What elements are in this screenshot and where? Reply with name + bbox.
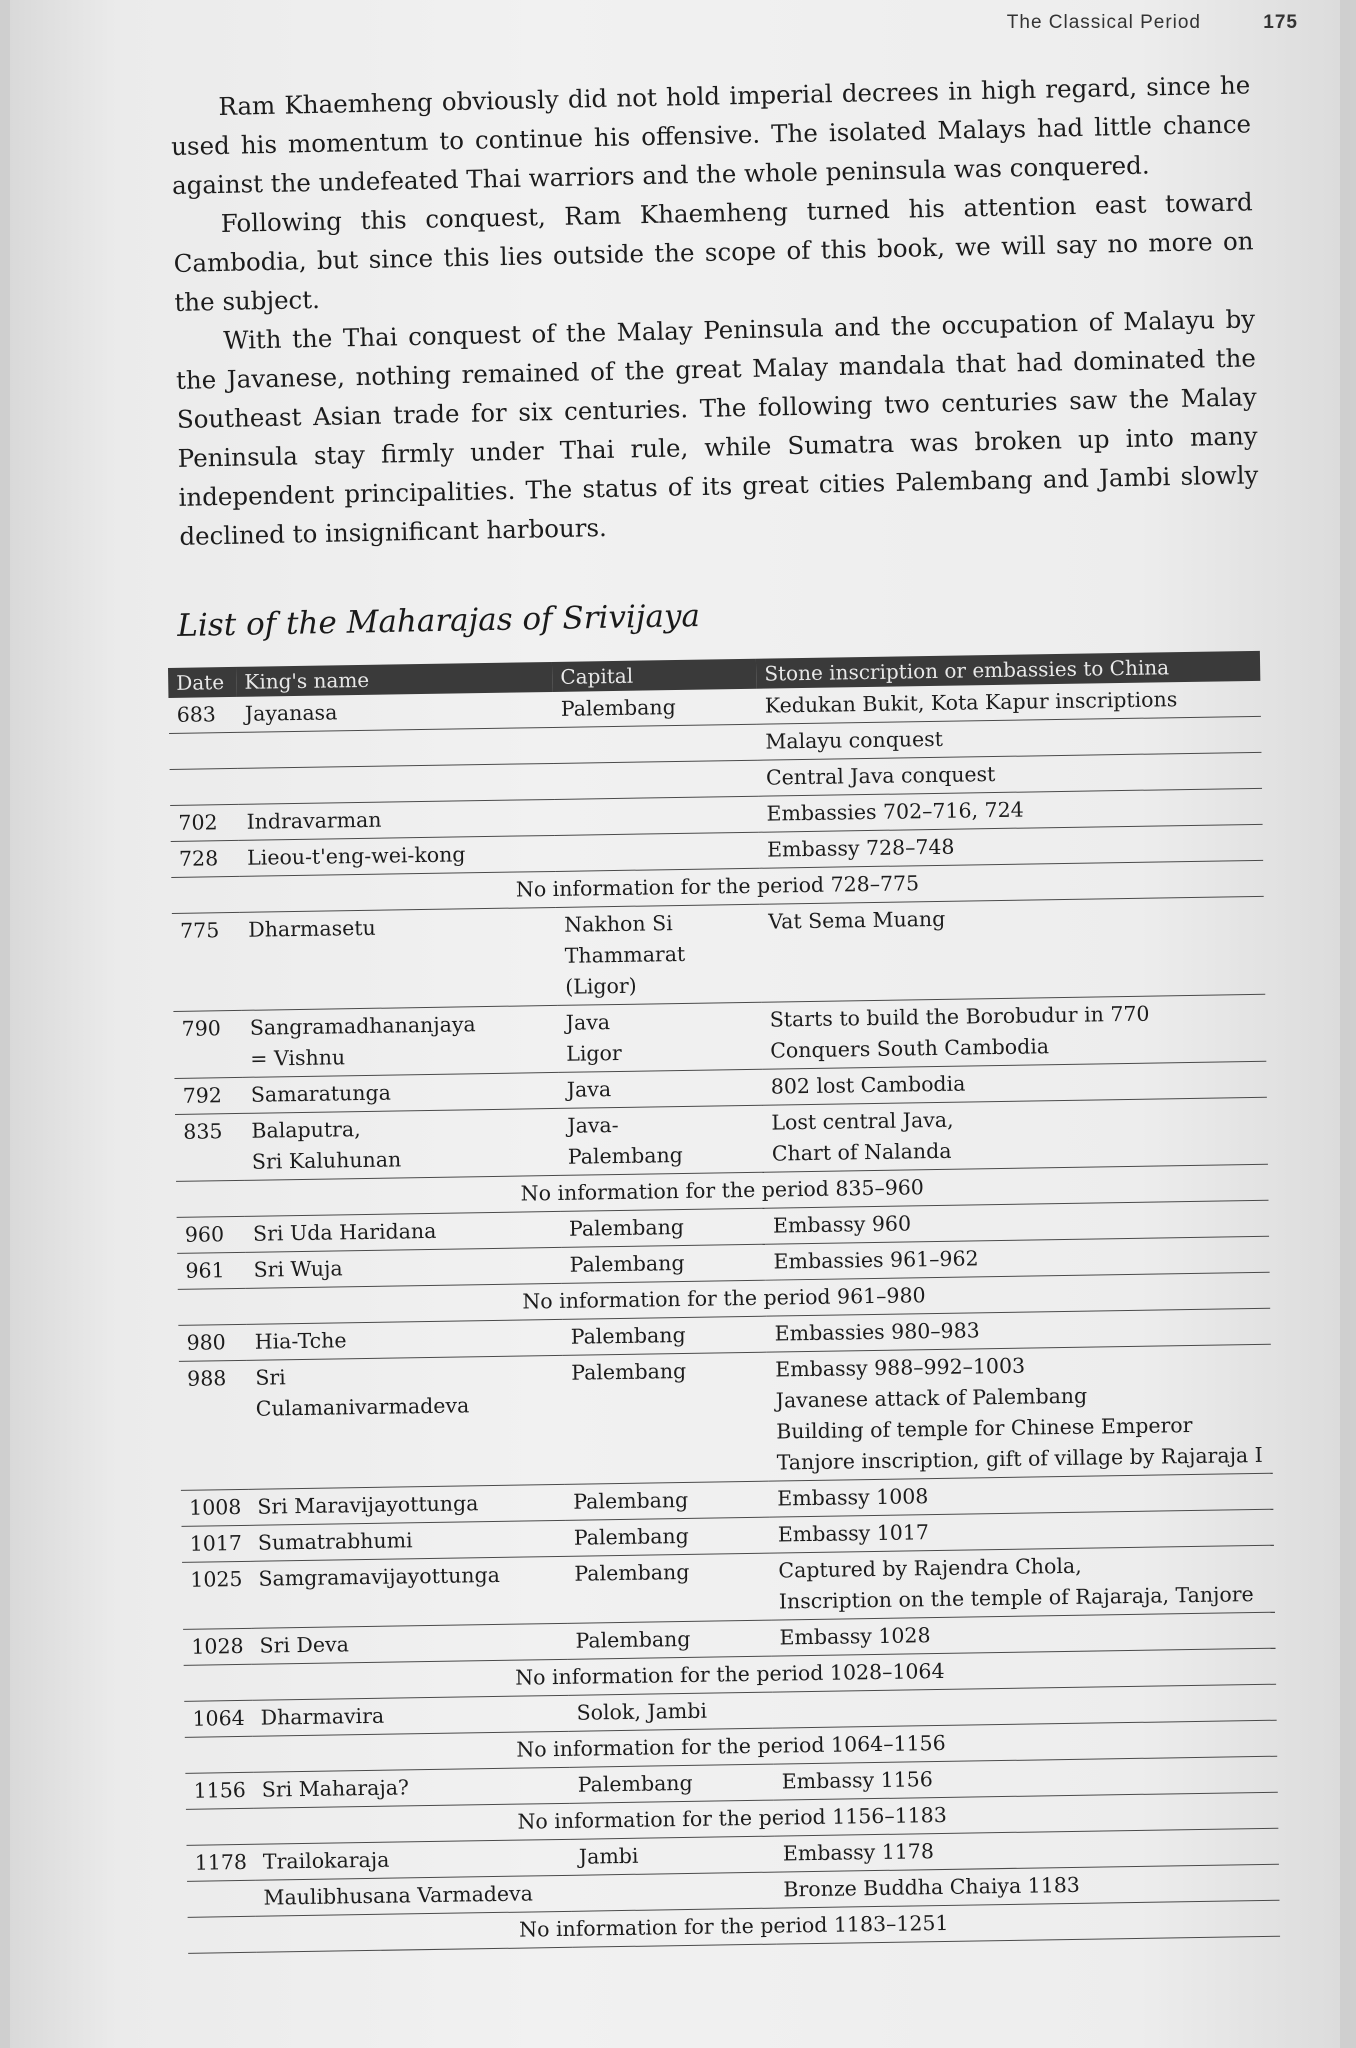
- running-head: [1007, 12, 1298, 34]
- cell-king-name: Sri Wuja: [245, 1247, 562, 1288]
- cell-capital: [554, 760, 759, 799]
- cell-king-name: Jayanasa: [237, 692, 554, 732]
- cell-date: 1178: [186, 1844, 255, 1881]
- cell-stone-inscription: Central Java conquest: [758, 752, 1262, 796]
- cell-capital: Palembang: [561, 1208, 766, 1247]
- cell-stone-inscription: 802 lost Cambodia: [763, 1061, 1267, 1105]
- cell-king-name: Balaputra, Sri Kaluhunan: [243, 1108, 560, 1180]
- cell-date: 775: [172, 912, 242, 1011]
- cell-capital: [554, 796, 759, 835]
- book-page: [10, 0, 1340, 2048]
- no-information-note: No information for the period 1156–1183: [186, 1792, 1278, 1845]
- cell-king-name: Samgramavijayottunga: [250, 1556, 567, 1628]
- cell-date: 1008: [181, 1489, 250, 1526]
- cell-date: 988: [179, 1360, 249, 1490]
- cell-date: [170, 768, 239, 805]
- cell-king-name: Sri Uda Haridana: [245, 1211, 562, 1252]
- cell-stone-inscription: Vat Sema Muang: [760, 896, 1265, 1002]
- section-title: List of the Maharajas of Srivijaya: [177, 597, 701, 644]
- cell-stone-inscription: Embassy 960: [765, 1200, 1269, 1244]
- cell-capital: [555, 832, 760, 871]
- paragraph: Ram Khaemheng obviously did not hold imperial decrees in high regard, since he used his momentum to continue his offensive. The isolated Malays had little chance against the undefeated Thai warriors and the whole peninsula was conquered.: [170, 70, 1252, 200]
- cell-king-name: Dharmavira: [252, 1695, 569, 1736]
- cell-stone-inscription: Lost central Java, Chart of Nalanda: [763, 1097, 1268, 1172]
- cell-capital: Palembang: [563, 1352, 769, 1484]
- cell-date: 728: [171, 840, 240, 877]
- cell-stone-inscription: Malayu conquest: [757, 716, 1261, 760]
- cell-stone-inscription: Embassy 728–748: [759, 824, 1263, 868]
- no-information-note: No information for the period 961–980: [178, 1272, 1270, 1325]
- cell-capital: [571, 1872, 776, 1911]
- cell-date: 835: [175, 1113, 244, 1181]
- cell-stone-inscription: Embassies 980–983: [766, 1308, 1270, 1352]
- cell-king-name: Sangramadhananjaya = Vishnu: [242, 1005, 559, 1077]
- column-header-stone: Stone inscription or embassies to China: [756, 651, 1260, 689]
- table-row: [172, 896, 1265, 1011]
- cell-stone-inscription: Embassy 1017: [770, 1509, 1274, 1553]
- cell-stone-inscription: Kedukan Bukit, Kota Kapur inscriptions: [757, 681, 1261, 724]
- cell-date: 683: [168, 697, 237, 734]
- cell-king-name: Sumatrabhumi: [250, 1520, 567, 1561]
- cell-capital: [553, 724, 758, 763]
- cell-king-name: Sri Deva: [251, 1623, 568, 1664]
- table-row: [179, 1344, 1273, 1490]
- no-information-note: No information for the period 1183–1251: [188, 1900, 1280, 1953]
- body-text: [170, 65, 1260, 556]
- cell-king-name: Trailokaraja: [255, 1839, 572, 1880]
- column-header-date: Date: [168, 667, 237, 698]
- cell-king-name: Maulibhusana Varmadeva: [255, 1875, 572, 1916]
- cell-date: 960: [177, 1216, 246, 1253]
- cell-king-name: [238, 763, 555, 804]
- cell-capital: Palembang: [562, 1316, 767, 1355]
- cell-capital: Palembang: [553, 689, 758, 728]
- cell-stone-inscription: Embassy 1008: [769, 1473, 1273, 1517]
- cell-date: 980: [178, 1324, 247, 1361]
- cell-stone-inscription: Starts to build the Borobudur in 770 Conquers South Cambodia: [761, 994, 1266, 1069]
- cell-stone-inscription: Embassies 961–962: [765, 1236, 1269, 1280]
- cell-date: 790: [173, 1010, 242, 1078]
- cell-date: 961: [177, 1252, 246, 1289]
- cell-stone-inscription: Captured by Rajendra Chola, Inscription on the temple of Rajaraja, Tanjore: [770, 1545, 1275, 1620]
- no-information-note: No information for the period 728–775: [171, 860, 1263, 913]
- no-information-note: No information for the period 1028–1064: [184, 1648, 1276, 1701]
- cell-stone-inscription: Embassies 702–716, 724: [758, 788, 1262, 832]
- cell-date: 1025: [182, 1561, 251, 1629]
- cell-capital: Jambi: [571, 1836, 776, 1875]
- no-information-note: No information for the period 835–960: [176, 1164, 1268, 1217]
- cell-king-name: Hia-Tche: [246, 1319, 563, 1360]
- cell-date: 702: [170, 804, 239, 841]
- cell-king-name: Sri Maharaja?: [254, 1767, 571, 1808]
- cell-date: 1017: [181, 1525, 250, 1562]
- cell-stone-inscription: Embassy 1178: [775, 1828, 1279, 1872]
- no-information-note: No information for the period 1064–1156: [185, 1720, 1277, 1773]
- cell-capital: Java- Palembang: [559, 1105, 764, 1175]
- cell-stone-inscription: Bronze Buddha Chaiya 1183: [775, 1864, 1279, 1908]
- cell-capital: Palembang: [566, 1553, 771, 1623]
- cell-capital: Palembang: [561, 1244, 766, 1283]
- cell-king-name: [237, 727, 554, 768]
- cell-date: 792: [174, 1077, 243, 1114]
- cell-capital: Java Ligor: [558, 1002, 763, 1072]
- cell-date: 1064: [184, 1700, 253, 1737]
- column-header-capital: Capital: [552, 659, 756, 692]
- cell-stone-inscription: Embassy 1156: [773, 1756, 1277, 1800]
- cell-king-name: Samaratunga: [243, 1072, 560, 1113]
- cell-king-name: Sri Culamanivarmadeva: [247, 1355, 565, 1489]
- table-body: [168, 681, 1280, 1953]
- cell-king-name: Dharmasetu: [240, 907, 558, 1010]
- maharajas-table: [168, 651, 1280, 1954]
- cell-king-name: Indravarman: [238, 799, 555, 840]
- cell-date: 1028: [183, 1628, 252, 1665]
- cell-capital: Solok, Jambi: [568, 1692, 773, 1731]
- cell-stone-inscription: Embassy 1028: [771, 1612, 1275, 1656]
- paragraph: Following this conquest, Ram Khaemheng turned his attention east toward Cambodia, but since this lies outside the scope of this book, we will say no more on the subject.: [173, 187, 1254, 317]
- cell-king-name: Sri Maravijayottunga: [249, 1484, 566, 1525]
- column-header-king: King's name: [236, 662, 552, 697]
- cell-date: [169, 732, 238, 769]
- cell-date: [187, 1880, 256, 1917]
- cell-capital: Palembang: [565, 1481, 770, 1520]
- cell-capital: Palembang: [566, 1517, 771, 1556]
- cell-king-name: Lieou-t'eng-wei-kong: [239, 835, 556, 876]
- cell-capital: Nakhon Si Thammarat (Ligor): [556, 904, 762, 1005]
- cell-capital: Java: [559, 1069, 764, 1108]
- cell-capital: Palembang: [569, 1764, 774, 1803]
- cell-capital: Palembang: [567, 1620, 772, 1659]
- page-number: 175: [1263, 12, 1298, 33]
- paragraph: With the Thai conquest of the Malay Peninsula and the occupation of Malayu by the Javanese, nothing remained of the great Malay mandala that had dominated the Southeast Asian trade for six centuries. The following two centuries saw the Malay Peninsula stay firmly under Thai rule, while Sumatra was broken up into many independent principalities. The status of its great cities Palembang and Jambi slowly declined to insignificant harbours.: [175, 304, 1259, 551]
- cell-date: 1156: [185, 1772, 254, 1809]
- running-title: The Classical Period: [1006, 12, 1202, 33]
- cell-stone-inscription: Embassy 988–992–1003 Javanese attack of Palembang Building of temple for Chinese Emperor Tanjore inscription, gift of village by Rajaraja I: [767, 1344, 1273, 1481]
